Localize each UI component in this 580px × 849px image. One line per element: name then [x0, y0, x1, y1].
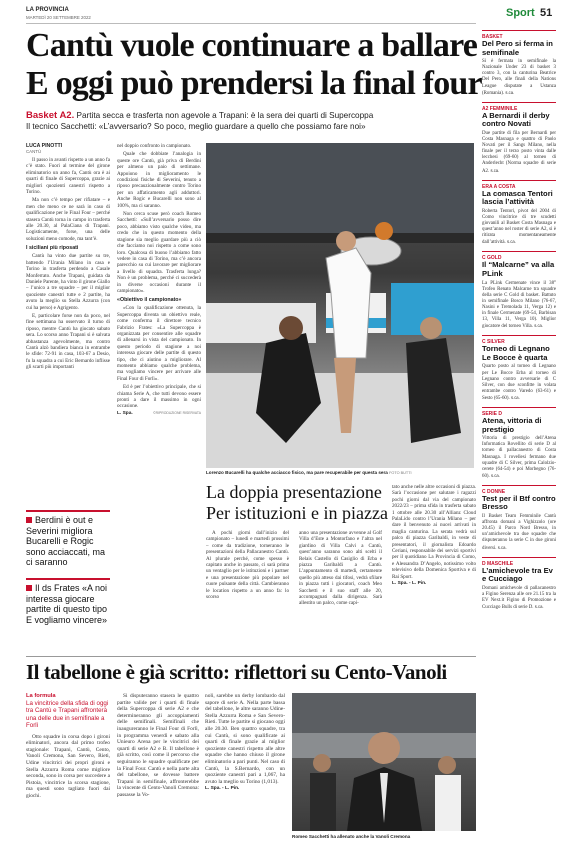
main-kicker: Basket A2.: [26, 111, 75, 121]
sidebar-brief-text: Vittoria di prestigio dell’Atena Informatica Rovellito di serie D al torneo di pallacanestro di Costa Masnaga. I rovellesi fermano due squadre di C Silver, prima Calolzio-cerete (64-54) e poi Morbegno (76-60). s.ca.: [482, 436, 556, 479]
sidebar-brief-kicker: SERIE D: [482, 411, 503, 418]
sidebar-brief-text: Roberta Tentori, pivot del 2004 di Como vincitrice di tre scudetti giovanili al Basket Costa Masnaga e quest’anno nel roster di serie A2, si è ritirata momentaneamente dall’attività. s.ca.: [482, 208, 556, 246]
sidebar-brief-signature: s.ca.: [490, 167, 500, 173]
sidebar-brief-title: L’amichevole tra Ev e Cucciago: [482, 565, 553, 584]
main-subhead-2: «Obiettivo il campionato»: [117, 297, 182, 304]
third-signature: L. Spa. - L. Pin.: [205, 786, 240, 792]
sidebar-brief-kicker: C SILVER: [482, 339, 505, 346]
brand-name: LA PROVINCIA: [26, 7, 69, 13]
sidebar-brief-signature: s.ca.: [534, 604, 544, 610]
third-column-3: noli, sarebbe un derby lombardo dal sapore di serie A. Nella parte bassa del tabellone, le altre saranno Udine-Stella Azzurra Roma e San Severo-Rieti. Tutte le partite si giocano oggi alle 20.30. Ben quattro squadre, tra cui Cantù, si sono qualificate ai quarti di finale grazie al miglior quoziente canestri rispetto alle altre squadre che hanno chiuso il girone eliminatorio a pari punti. Nel caso di Cantù, la S.Bernardo, con un quoziente canestri pari a 1,067, ha avuto la meglio su Torino (1,013). L. Spa. - L. Pin.: [205, 693, 285, 792]
headline-line-1: Cantù vuole continuare a ballare: [26, 27, 478, 64]
second-headline-line-2: Per istituzioni e in piazza: [206, 503, 388, 523]
header-rule: [26, 23, 476, 24]
sidebar-brief: [482, 30, 556, 97]
photo-credit: FOTO BUTTI: [389, 471, 412, 475]
main-subhead-1: I siciliani più riposati: [26, 245, 79, 252]
author-name: LUCA PINOTTI: [26, 143, 63, 149]
sidebar-brief: [482, 102, 556, 175]
sidebar-brief-text: Due partite di fila per Bernardi per Costa Masnaga e quattro di Paolo Novati per il Sangs Milano, nella finale per il terzo posto vinta dalle lecchesi (69-60) al torneo di Anderlecht (Norma squadre di serie A2. s.ca.: [482, 130, 556, 174]
sidebar-brief-text: Quarto posto al torneo di Legnano per Le Bocce Erba al torneo di Legnano contro avversarie di C Silver, con due sconfitte in volata entrambe contro Varedo (63-61) e Sesto (65-60). s.ca.: [482, 364, 556, 401]
third-lead-text: La vincitrice della sfida di oggi tra Cantù e Trapani affronterà una delle due in semifinale a Forlì: [26, 700, 109, 730]
pull-quote-1: Berdini è out e Severini migliora Bucarelli e Rogic sono acciaccati, ma ci saranno: [26, 510, 110, 578]
sidebar-brief-signature: s.ca.: [497, 544, 507, 550]
coach-photo-illustration: [292, 693, 476, 831]
headline-line-2: E oggi può prendersi la final four: [26, 65, 482, 102]
subtitle-line-1: Partita secca e trasferta non agevole a Trapani: è la sera dei quarti di Supercoppa: [76, 111, 374, 120]
sidebar-brief-kicker: D MASCHILE: [482, 560, 514, 567]
third-photo-caption: Romeo Sacchetti ha allenato anche la Vanoli Cremona: [292, 834, 411, 839]
sidebar-brief-title: Il “Malcarne” va alla PLink: [482, 260, 555, 278]
main-paragraph-1: Il passo in avanti rispetto a un anno fa c’è stato. Fuori al termine del girone eliminatorio un anno fa, Cantù ora è ai quarti di finale di Supercoppa, grazie ai migliori quozienti canestri rispetto a Torino.: [26, 157, 110, 196]
main-column-1: [26, 143, 110, 513]
sidebar-brief-title: A Bernardi il derby contro Novati: [482, 110, 550, 129]
main-paragraph-9: Ed è per l’obiettivo principale, che si chiama Serie A, che tutti devono essere pronti a dare il massimo in ogni occasione.: [117, 384, 201, 410]
sidebar-brief-kicker: C DONNE: [482, 488, 506, 495]
second-column-3: tato anche nelle altre occasioni di piazza. Sarà l’occasione per salutare i ragazzi pochi giorni dal via del campionato 2022/23 – prima sfida in trasferta sabato 1 ottobre alle 20.30 all’Allianz Cloud PalaLido contro l’Urania Milano – per dare il benvenuto ai nuovi arrivati in maglia canturina. La serata vedrà sul palco di piazza Garibaldi, in veste di presentatori, il giornalista Edoardo Ceriani, responsabile dei servizi sportivi per il quotidiano La Provincia di Como, e Alessandra D’Angelo, notissimo volto televisivo della Domenica Sportiva e di Rai Sport. L. Spa. - L. Pin.: [392, 484, 476, 587]
sidebar-briefs: [482, 30, 556, 845]
main-paragraph-4: E, particolare forse non da poco, nel fine settimana ha osservato il turno di riposo, mentre Cantù ha giocato sabato sera. Lo scorso anno Trapani si è salvata abbastanza agevolmente, ma contro Cantù alzò bandiera bianca in entrambe le sfide: 72-91 in casa, 103-67 a Desio, fu la squadra a cui Eric Bernardo inflisse gli scarti più importanti: [26, 312, 110, 371]
sidebar-brief-signature: s.ca.: [534, 323, 544, 329]
third-column-2: Si disputeranno stasera le quattro partite valide per i quarti di finale della Supercoppa di serie A2 e che determineranno gli accoppiamenti delle semifinali. Semifinali che inaugureranno le Final Four di Forlì, in programma venerdì e sabato alla Unieuro Arena per le vincitrici dei quarti di serie A2 e B. Il tabellone è già scritto, così come il percorso che seguiranno le squadre qualificate per la Final Four. Cantù e nella parte alta del tabellone, se dovesse battere Trapani in semifinale, affronterebbe la vincente di Cento-Vanoli Cremona: passasse la Vo-: [117, 693, 199, 798]
sidebar-brief: [482, 485, 556, 552]
main-paragraph-7: Non cerca scuse però coach Romeo Sacchetti: «Sull’avversario posso dire poco, abbiamo visto qualche video, ma credo che in questo momento della stagione sia meglio guardare più a ciò che facciamo noi rispetto a come sono loro. Qualcosa di buono l’abbiamo fatto vedere in casa di Torino, ma c’è ancora parecchio su cui lavorare per migliorare a livello di squadra. Trasferta lunga? Non è un problema, perché ci succederà in diverse occasioni durante il campionato».: [117, 211, 201, 294]
main-paragraph-6: Quale che dobbiate l’analogia in queste ore Cantù, già priva di Berdini per almeno un paio di settimane. Appoiono in miglioramento le condizioni fisiche di Severini, tenuto a riposo precauzionalmente contro Torino per un affaticamento agli adduttori. Anche Rogic e Bucarelli non sono al 100%, ma ci saranno.: [117, 151, 201, 209]
subtitle-line-2: Il tecnico Sacchetti: «L’avversario? So poco, meglio guardare a quello che possiamo fare noi»: [26, 121, 366, 131]
third-lead-box: [26, 693, 110, 843]
sidebar-brief-signature: s.ca.: [490, 472, 500, 478]
second-headline-line-1: La doppia presentazione: [206, 482, 382, 502]
main-photo-caption: [206, 470, 474, 478]
main-paragraph-5: nel doppio confronto in campionato.: [117, 143, 192, 149]
pull-quote-2: Il ds Frates «A noi interessa giocare partite di questo tipo E vogliamo vincere»: [26, 578, 110, 650]
main-column-2: [117, 143, 201, 653]
sidebar-brief: [482, 557, 556, 612]
sidebar-brief-kicker: C GOLD: [482, 255, 502, 262]
second-column-2: anno una presentazione avvenne al Golf Villa d’Este a Montorfano e l’altra nel giardino di Villa Calvi a Cantù, quest’anno saranno sono alti scelti il Relais Castello di Casiglio di Erba e piazza Garibaldi a Cantù. L’appuntamento di martedì, certamente quello più atteso dai tifosi, vedrà sfilare in piazza tutti i giocatori, coach Meo Sacchetti e il suo staff alle 20, accompagnati dalla dirigenza. Sarà allestito un palco, come capi-: [299, 530, 382, 607]
third-column-1: Otto squadre in corsa dopo i gironi eliminatori, ancora dal primo trofeo stagionale: Trapani, Cantù, Cento, Vanoli Cremona, San Severo, Rieti, Udine vincitrici dei propri gironi e Stella Azzurra Roma come migliore seconda, sono in corsa per succedere a Pistoia, vincitrice la scorsa stagione, ma questi sono tagliato fuori dai giochi.: [26, 733, 110, 799]
sidebar-brief: [482, 180, 556, 247]
sidebar-brief-text: Il Basket Team Femminile Cantù affronta domani a Vighizzolo (ore 20.45) il Parco Nord Bresso, in un’amichevole tra due squadre che disputeranno la serie C in due gironi diversi. s.ca.: [482, 514, 556, 551]
third-lead-kicker: La formula: [26, 693, 56, 699]
main-paragraph-2: Ma non c’è tempo per rifiatare – e men che meno ce ne sarà in caso di qualificazione per le Final Four – perché stasera Cantù torna in campo in trasferta alle 20.30, al PalaCiana di Trapani. Logisticamente, forse, una delle soluzioni meno comode, ma tant’è.: [26, 197, 110, 242]
copyright-note: ©RIPRODUZIONE RISERVATA: [153, 410, 201, 415]
sidebar-brief: [482, 407, 556, 480]
sidebar-brief-kicker: BASKET: [482, 34, 503, 40]
sidebar-brief: [482, 251, 556, 330]
sidebar-brief-kicker: ERA A COSTA: [482, 183, 516, 190]
sidebar-brief-text: Domani amichevole di pallacanestro a Figino Serenza alle ore 21.15 tra la EV Next.it Figino di Promozione e Cucciago Bulls di serie D. s.ca.: [482, 585, 556, 611]
main-paragraph-8: «Con la qualificazione ottenuta, la Supercoppa diventa un obiettivo reale, come conferma il direttore tecnico Fabrizio Frates: «La Supercoppa è organizzata per consentire alle squadre di allenarsi in vista del campionato. In questo periodo di stagione a noi interessa giocare delle partite di questo tipo, che ci aiutino a migliorare. Al momento abbiamo qualche problema, ma vogliamo vincere per arrivare alle Final Four di Forlì».: [117, 305, 201, 382]
sidebar-brief-title: Del Pero si ferma in semifinale: [482, 39, 553, 57]
section-name: Sport: [506, 7, 535, 19]
basketball-scene-illustration: [206, 143, 474, 468]
third-photo: [292, 693, 476, 831]
main-photo: [206, 143, 474, 468]
sidebar-brief-title: La comasca Tentori lascia l’attività: [482, 188, 553, 207]
page-number: 51: [540, 7, 553, 19]
main-signature: L. Spa.: [117, 410, 133, 416]
main-photo-caption-text: Lorenzo Bucarelli ha qualche acciacco fisico, ma pare recuperabile per questa sera: [206, 470, 388, 475]
second-column-1: A pochi giorni dall’inizio del campionato – lunedì e martedì prossimi – come da tradizione, torneranno le presentazioni della Pallacanestro Cantù. Al plurale perché, come spesso è capitato anche in passato, ci sarà prima un ventaglio per le istituzioni e i partner e una presentazione più popolare nel cuore pulsante della città. Cambieranno le location rispetto a un anno fa: lo scorso: [206, 530, 289, 601]
sidebar-brief-title: Torneo di Legnano Le Bocce è quarta: [482, 344, 550, 362]
main-subtitle: [26, 111, 486, 135]
sidebar-brief-signature: s.ca.: [507, 239, 516, 245]
sidebar-brief-signature: s.ca.: [505, 89, 515, 95]
sidebar-brief-title: Test per il Btf contro Bresso: [482, 493, 556, 512]
sidebar-brief: [482, 335, 556, 402]
issue-date: MARTEDÌ 20 SETTEMBRE 2022: [26, 15, 91, 20]
main-paragraph-3: Cantù ha vinto due partite su tre, battendo l’Urania Milano in casa e Torino in trasferta perdendo a Casale Monferrato. Anche Trapani, guidata da Daniele Parente, ha vinto il girone Giallo – l’unico a tre squadre – per il miglior quoziente canestri tutte e 2 partite, ha avuto la meglio su Stella Azzurra (con cui ha perso) e Agrigento.: [26, 253, 110, 311]
third-headline: Il tabellone è già scritto: riflettori su Cento-Vanoli: [26, 660, 447, 684]
sidebar-brief-signature: s.ca.: [510, 394, 520, 400]
sidebar-brief-title: Atena, vittoria di prestigio: [482, 416, 542, 434]
sidebar-brief-text: Si è fermata in semifinale la Nazionale Under 23 di basket 3 contro 3, con la canturina Beatrice Del Pero, alle finali della Nations League disputate a Ustanza (Romania). s.ca.: [482, 59, 556, 96]
author-city: CANTÙ: [26, 149, 42, 154]
third-rule: [26, 656, 476, 657]
second-signature: L. Spa. - L. Pin.: [392, 581, 427, 587]
sidebar-brief-text: La PLink Cermenate vince il 38° Trofeo Renato Malcarne tra squadre della serie C Gold di basket. Battuto in semifinale Bosco Milano (76-67, Nasini e Tremolada 11, Verga 12) e in finale Cermenate (69-54, Barbisan 13, Villa 11, Verga 10). Miglior giocatore del torneo Villa. s.ca.: [482, 280, 556, 330]
sidebar-brief-kicker: A2 FEMMINILE: [482, 105, 518, 112]
